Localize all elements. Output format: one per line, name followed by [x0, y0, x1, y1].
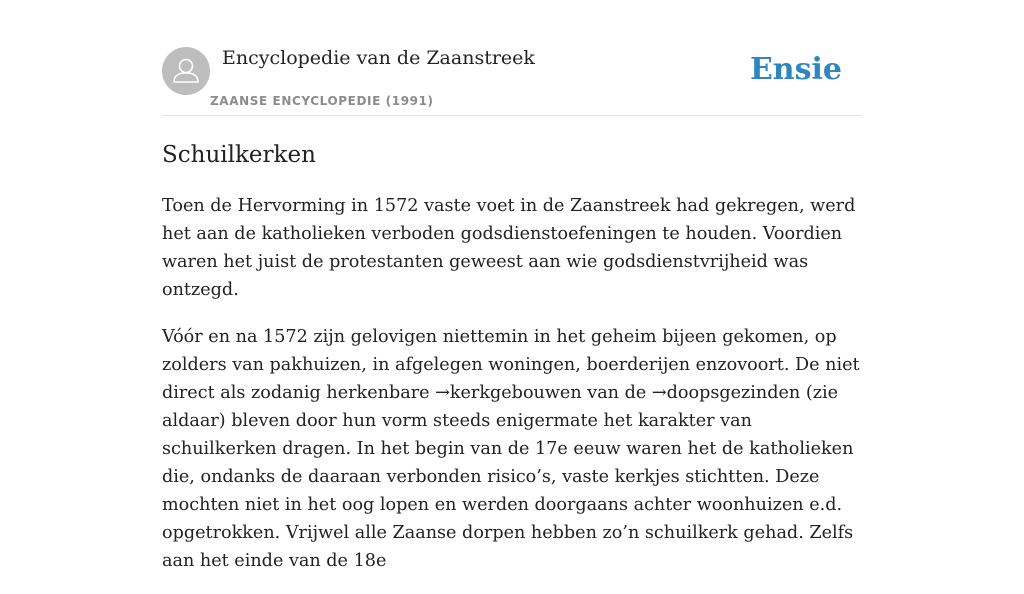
- article-paragraph: Toen de Hervorming in 1572 vaste voet in de Zaanstreek had gekregen, werd het aan de katholieken verboden godsdienstoefeningen te houden. Voordien waren het juist de protestanten geweest aan wie godsdienstvrijheid was ontzegd.: [162, 196, 856, 300]
- article-paragraph: Vóór en na 1572 zijn gelovigen niettemin in het geheim bijeen gekomen, op zolders van pakhuizen, in afgelegen woningen, boerderijen enzovoort. De niet direct als zodanig herkenbare →kerkgebouwen van de →doopsgezinden (zie aldaar) bleven door hun vorm steeds enigermate het karakter van schuilkerken dragen. In het begin van de 17e eeuw waren het de katholieken die, ondanks de daaraan verbonden risico’s, vaste kerkjes stichtten. Deze mochten niet in het oog lopen en werden doorgaans achter woonhuizen e.d. opgetrokken. Vrijwel alle Zaanse dorpen hebben zo’n schuilkerk gehad. Zelfs aan het einde van de 18e: [162, 327, 860, 571]
- article-body: [162, 192, 862, 594]
- brand-logo[interactable]: Ensie: [749, 52, 842, 87]
- source-title[interactable]: Encyclopedie van de Zaanstreek: [222, 47, 535, 69]
- user-icon: [162, 47, 210, 95]
- source-avatar[interactable]: [162, 47, 210, 95]
- article-title: Schuilkerken: [162, 142, 316, 168]
- source-subtitle: ZAANSE ENCYCLOPEDIE (1991): [210, 94, 434, 108]
- source-header: [162, 0, 862, 116]
